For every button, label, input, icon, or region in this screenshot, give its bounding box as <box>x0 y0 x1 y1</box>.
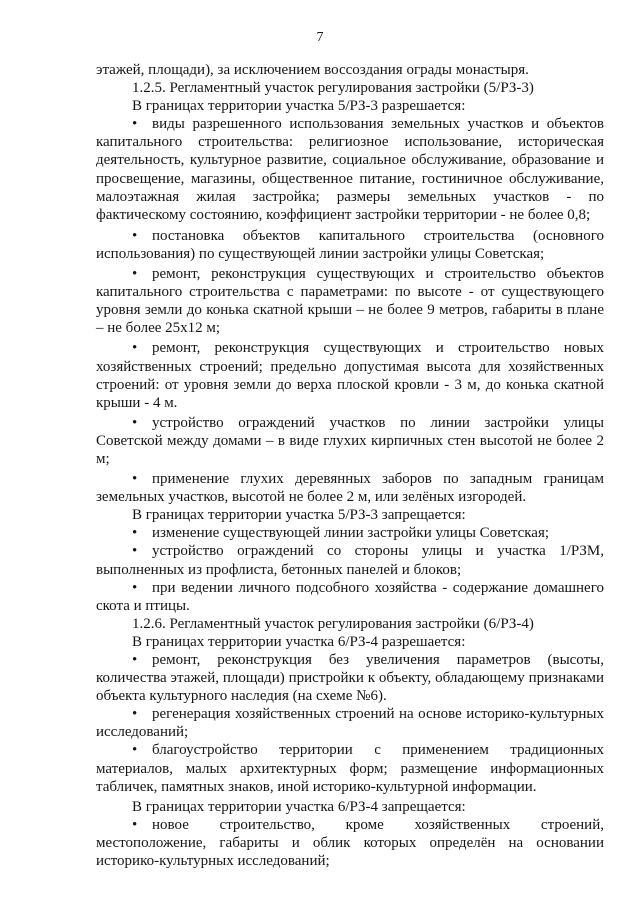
bullet-icon: • <box>132 742 138 759</box>
section-heading-1-2-5: 1.2.5. Регламентный участок регулирования застройки (5/РЗ-3) <box>132 80 534 97</box>
list-item: • устройство ограждений со стороны улицы и участка 1/РЗМ, выполненных из профлиста, бетонных панелей и блоков; <box>96 543 604 578</box>
bullet-icon: • <box>132 706 138 723</box>
bullet-icon: • <box>132 227 138 244</box>
list-item: • при ведении личного подсобного хозяйства - содержание домашнего скота и птицы. <box>96 579 604 614</box>
bullet-icon: • <box>132 116 138 133</box>
permitted-heading-6-rz-4: В границах территории участка 6/РЗ-4 разрешается: <box>132 633 466 650</box>
list-item: • применение глухих деревянных заборов по западным границам земельных участков, высотой не более 2 м, или зелёных изгородей. <box>96 471 604 506</box>
document-body <box>96 61 604 870</box>
bullet-icon: • <box>132 525 138 542</box>
bullet-icon: • <box>132 816 138 833</box>
list-item: • устройство ограждений участков по линии застройки улицы Советской между домами – в виде глухих кирпичных стен высотой не более 2 м; <box>96 414 604 467</box>
list-item: • благоустройство территории с применением традиционных материалов, малых архитектурных форм; размещение информационных табличек, памятных знаков, иной историко-культурной информации. <box>96 742 604 795</box>
list-item: • изменение существующей линии застройки улицы Советская; <box>132 525 550 542</box>
bullet-icon: • <box>132 543 138 560</box>
list-item: • постановка объектов капитального строительства (основного использования) по существующей линии застройки улицы Советская; <box>96 227 604 262</box>
bullet-icon: • <box>132 471 138 488</box>
bullet-icon: • <box>132 266 138 283</box>
bullet-icon: • <box>132 652 138 668</box>
list-item: • новое строительство, кроме хозяйственных строений, местоположение, габариты и облик которых определён на основании историко-культурных исследований; <box>96 816 604 870</box>
prohibited-heading-6-rz-4: В границах территории участка 6/РЗ-4 запрещается: <box>132 798 466 815</box>
list-item: • регенерация хозяйственных строений на основе историко-культурных исследований; <box>96 706 604 741</box>
list-item: • ремонт, реконструкция существующих и строительство объектов капитального строительства с параметрами: по высоте - от существующего уровня земли до конька скатной крыши – не более 9 метров, габариты в плане – не более 25х12 м; <box>96 266 604 337</box>
page-number: 7 <box>316 30 324 45</box>
paragraph-continuation: этажей, площади), за исключением воссоздания ограды монастыря. <box>96 62 529 78</box>
section-heading-1-2-6: 1.2.6. Регламентный участок регулирования застройки (6/РЗ-4) <box>132 615 534 632</box>
permitted-heading-5-rz-3: В границах территории участка 5/РЗ-3 разрешается: <box>132 98 466 115</box>
prohibited-heading-5-rz-3: В границах территории участка 5/РЗ-3 запрещается: <box>132 507 466 524</box>
bullet-icon: • <box>132 340 138 357</box>
bullet-icon: • <box>132 579 138 596</box>
bullet-icon: • <box>132 414 138 431</box>
list-item: • виды разрешенного использования земельных участков и объектов капитального строительства: религиозное использование, историческая деятельность, культурное развитие, социальное обслуживание, образование и просвещение, магазины, общественное питание, гостиничное обслуживание, малоэтажная жилая застройка; размеры земельных участков - по фактическому состоянию, коэффициент застройки территории - не более 0,8; <box>96 116 604 223</box>
list-item: • ремонт, реконструкция без увеличения параметров (высоты, количества этажей, площади) пристройки к объекту, обладающему признаками объекта культурного наследия (на схеме №6). <box>96 652 604 705</box>
list-item: • ремонт, реконструкция существующих и строительство новых хозяйственных строений; предельно допустимая высота для хозяйственных строений: от уровня земли до верха плоской кровли - 3 м, до конька скатной крыши - 4 м. <box>96 340 604 411</box>
